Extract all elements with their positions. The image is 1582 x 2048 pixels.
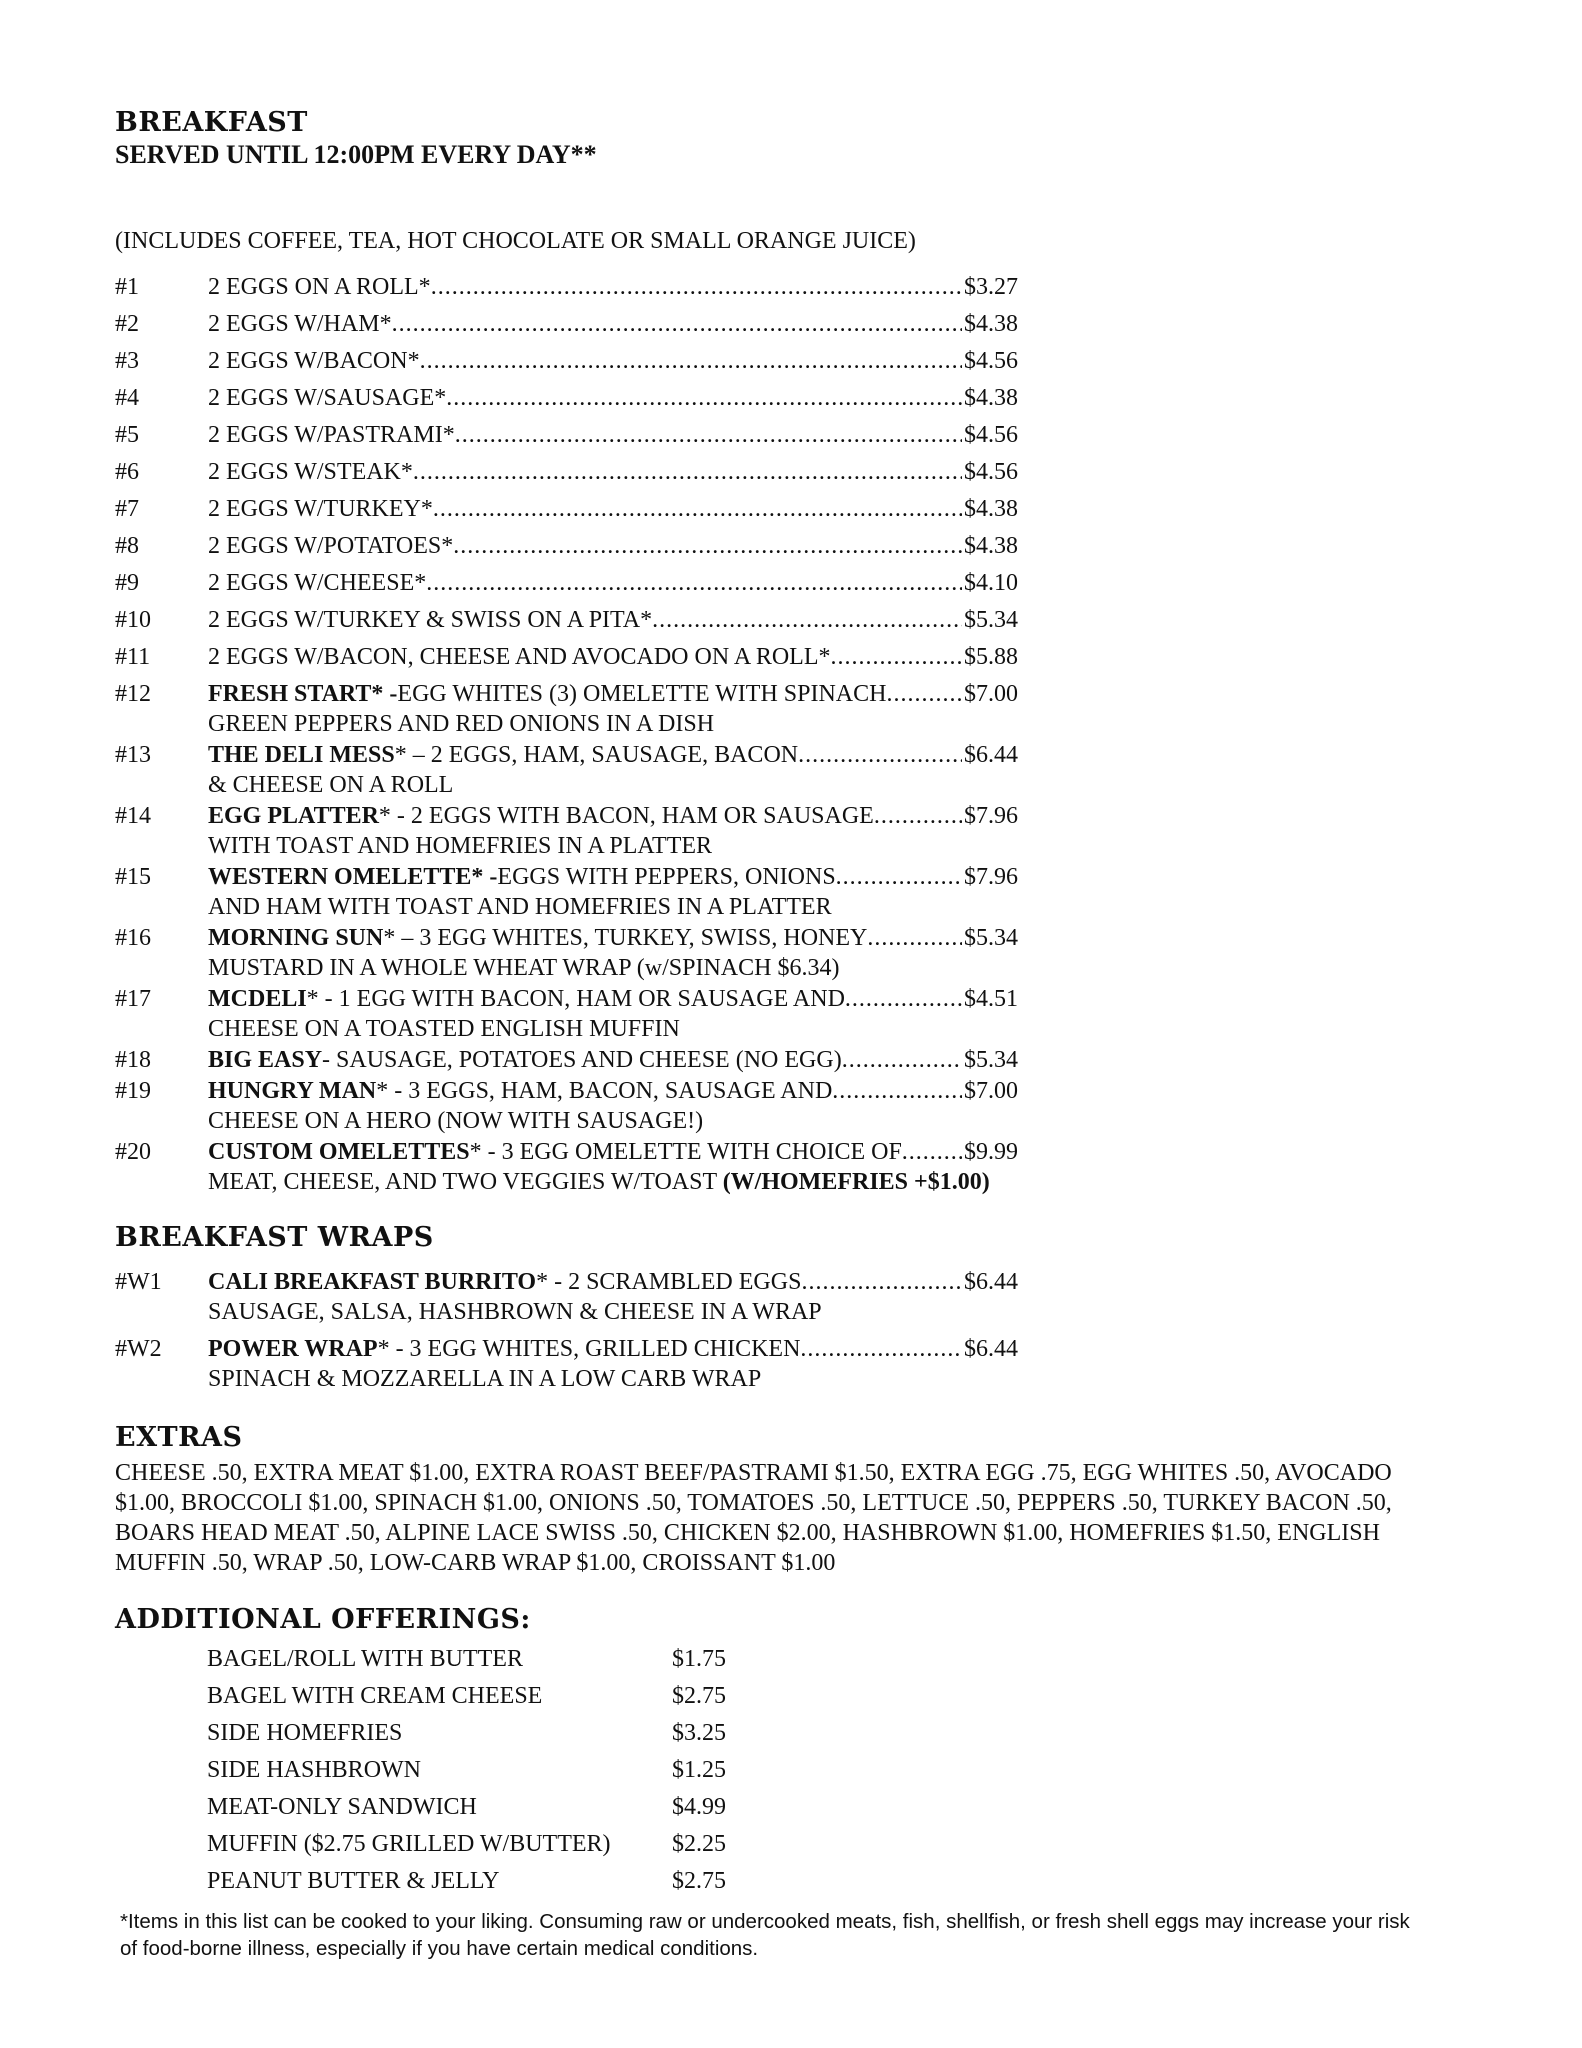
item-first-line	[208, 309, 1018, 339]
menu-item-row	[115, 862, 1215, 922]
item-first-line	[208, 923, 1018, 953]
item-second-line	[208, 1364, 1028, 1394]
offering-name: PEANUT BUTTER & JELLY	[207, 1868, 500, 1894]
item-text-continued: GREEN PEPPERS AND RED ONIONS IN A DISH	[208, 711, 715, 737]
menu-item-row	[115, 679, 1215, 739]
item-text-continued: AND HAM WITH TOAST AND HOMEFRIES IN A PLATTER	[208, 894, 832, 920]
dot-leader	[845, 984, 962, 1014]
item-text-continued: CHEESE ON A HERO (NOW WITH SAUSAGE!)	[208, 1108, 704, 1134]
item-price: $5.88	[964, 644, 1018, 670]
item-text-continued: & CHEESE ON A ROLL	[208, 772, 454, 798]
item-price: $6.44	[964, 1336, 1018, 1362]
menu-item-row	[115, 531, 1215, 561]
item-price: $6.44	[964, 742, 1018, 768]
page-title: BREAKFAST	[115, 107, 308, 138]
served-until-note: SERVED UNTIL 12:00PM EVERY DAY**	[115, 139, 597, 169]
item-price: $4.38	[964, 311, 1018, 337]
item-description	[208, 605, 1028, 635]
item-second-line	[208, 1106, 1028, 1136]
item-first-line	[208, 1137, 1018, 1167]
item-price: $5.34	[964, 1047, 1018, 1073]
item-description	[208, 383, 1028, 413]
item-text: 2 EGGS W/POTATOES*	[208, 533, 454, 559]
item-name: MORNING SUN	[208, 925, 384, 951]
offering-row	[207, 1715, 792, 1752]
item-number: #17	[115, 986, 151, 1012]
item-price: $7.96	[964, 803, 1018, 829]
item-first-line	[208, 1076, 1018, 1106]
item-description	[208, 1076, 1028, 1136]
item-text: - SAUSAGE, POTATOES AND CHEESE (NO EGG)	[322, 1047, 842, 1073]
item-number: #16	[115, 925, 151, 951]
item-text: 2 EGGS W/TURKEY & SWISS ON A PITA*	[208, 607, 653, 633]
dot-leader	[798, 740, 962, 770]
item-second-line	[208, 1014, 1028, 1044]
offering-row	[207, 1863, 792, 1900]
item-name: FRESH START* -	[208, 681, 398, 707]
item-text: * – 2 EGGS, HAM, SAUSAGE, BACON	[394, 742, 799, 768]
item-name: POWER WRAP	[208, 1336, 378, 1362]
dot-leader	[886, 679, 962, 709]
menu-item-row	[115, 1334, 1215, 1394]
menu-item-row	[115, 457, 1215, 487]
item-number: #5	[115, 422, 139, 448]
item-text: 2 EGGS W/SAUSAGE*	[208, 385, 447, 411]
dot-leader	[832, 1076, 962, 1106]
menu-item-row	[115, 568, 1215, 598]
item-price: $4.38	[964, 496, 1018, 522]
item-text: EGGS WITH PEPPERS, ONIONS	[497, 864, 836, 890]
item-price: $4.38	[964, 385, 1018, 411]
item-first-line	[208, 531, 1018, 561]
includes-note: (INCLUDES COFFEE, TEA, HOT CHOCOLATE OR SMALL ORANGE JUICE)	[115, 228, 916, 254]
dot-leader	[413, 457, 962, 487]
item-text-continued: SAUSAGE, SALSA, HASHBROWN & CHEESE IN A WRAP	[208, 1299, 822, 1325]
item-name: THE DELI MESS	[208, 742, 395, 768]
item-description	[208, 862, 1028, 922]
item-price: $7.00	[964, 1078, 1018, 1104]
item-description	[208, 494, 1028, 524]
item-number: #15	[115, 864, 151, 890]
menu-item-row	[115, 309, 1215, 339]
item-price: $6.44	[964, 1269, 1018, 1295]
extras-title: EXTRAS	[115, 1422, 243, 1453]
dot-leader	[874, 801, 962, 831]
offering-price: $2.75	[672, 1683, 726, 1709]
item-description	[208, 984, 1028, 1044]
item-number: #W1	[115, 1269, 162, 1295]
menu-item-row	[115, 494, 1215, 524]
item-name: CALI BREAKFAST BURRITO	[208, 1269, 537, 1295]
menu-item-row	[115, 984, 1215, 1044]
menu-item-row	[115, 1267, 1215, 1327]
item-number: #20	[115, 1139, 151, 1165]
item-description	[208, 346, 1028, 376]
item-text: * - 1 EGG WITH BACON, HAM OR SAUSAGE AND	[306, 986, 845, 1012]
offering-row	[207, 1752, 792, 1789]
dot-leader	[455, 420, 962, 450]
item-text: * – 3 EGG WHITES, TURKEY, SWISS, HONEY	[383, 925, 868, 951]
item-first-line	[208, 862, 1018, 892]
item-price: $5.34	[964, 925, 1018, 951]
item-number: #7	[115, 496, 139, 522]
item-text: * - 3 EGG OMELETTE WITH CHOICE OF	[469, 1139, 902, 1165]
item-text-continued: MEAT, CHEESE, AND TWO VEGGIES W/TOAST	[208, 1169, 723, 1195]
item-number: #19	[115, 1078, 151, 1104]
item-number: #W2	[115, 1336, 162, 1362]
item-text-continued: MUSTARD IN A WHOLE WHEAT WRAP (w/SPINACH $6.34)	[208, 955, 840, 981]
offering-row	[207, 1641, 792, 1678]
item-number: #18	[115, 1047, 151, 1073]
menu-item-row	[115, 383, 1215, 413]
dot-leader	[831, 642, 963, 672]
menu-item-row	[115, 740, 1215, 800]
item-description	[208, 642, 1028, 672]
dot-leader	[433, 494, 962, 524]
item-first-line	[208, 740, 1018, 770]
item-number: #4	[115, 385, 139, 411]
offering-name: MEAT-ONLY SANDWICH	[207, 1794, 477, 1820]
item-price: $5.34	[964, 607, 1018, 633]
item-first-line	[208, 420, 1018, 450]
menu-item-row	[115, 642, 1215, 672]
extras-list: CHEESE .50, EXTRA MEAT $1.00, EXTRA ROAST BEEF/PASTRAMI $1.50, EXTRA EGG .75, EGG WHITES .50, AVOCADO $1.00, BROCCOLI $1.00, SPINACH $1.00, ONIONS .50, TOMATOES .50, LETTUCE .50, PEPPERS .50, TURKEY BACON .50, BOARS HEAD MEAT .50, ALPINE LACE SWISS .50, CHICKEN $2.00, HASHBROWN $1.00, HOMEFRIES $1.50, ENGLISH MUFFIN .50, WRAP .50, LOW-CARB WRAP $1.00, CROISSANT $1.00	[115, 1460, 1392, 1576]
offering-price: $3.25	[672, 1720, 726, 1746]
item-name: HUNGRY MAN	[208, 1078, 377, 1104]
item-text: * - 2 SCRAMBLED EGGS	[536, 1269, 802, 1295]
item-description	[208, 801, 1028, 861]
item-first-line	[208, 457, 1018, 487]
item-second-line	[208, 1167, 1028, 1197]
item-price: $4.38	[964, 533, 1018, 559]
offering-row	[207, 1789, 792, 1826]
item-number: #3	[115, 348, 139, 374]
item-price: $4.10	[964, 570, 1018, 596]
offering-price: $2.75	[672, 1868, 726, 1894]
item-first-line	[208, 1045, 1018, 1075]
item-price: $4.56	[964, 422, 1018, 448]
dot-leader	[836, 862, 962, 892]
item-text: 2 EGGS W/HAM*	[208, 311, 392, 337]
item-name: CUSTOM OMELETTES	[208, 1139, 470, 1165]
item-text: 2 EGGS W/CHEESE*	[208, 570, 427, 596]
item-price: $9.99	[964, 1139, 1018, 1165]
item-price: $7.96	[964, 864, 1018, 890]
item-name: EGG PLATTER	[208, 803, 379, 829]
item-text: * - 3 EGG WHITES, GRILLED CHICKEN	[377, 1336, 801, 1362]
additional-offerings-list	[207, 1641, 792, 1900]
dot-leader	[842, 1045, 962, 1075]
item-name: BIG EASY	[208, 1047, 323, 1073]
item-text: * - 3 EGGS, HAM, BACON, SAUSAGE AND	[376, 1078, 833, 1104]
dot-leader	[453, 531, 962, 561]
breakfast-header	[115, 108, 597, 170]
item-text: 2 EGGS ON A ROLL*	[208, 274, 431, 300]
item-number: #10	[115, 607, 151, 633]
footnote: *Items in this list can be cooked to your liking. Consuming raw or undercooked meats, fish, shellfish, or fresh shell eggs may increase your risk of food-borne illness, especially if you have certain medical conditions.	[120, 1910, 1410, 1960]
dot-leader	[426, 568, 962, 598]
item-number: #14	[115, 803, 151, 829]
item-text: 2 EGGS W/STEAK*	[208, 459, 413, 485]
item-first-line	[208, 494, 1018, 524]
item-number: #6	[115, 459, 139, 485]
item-first-line	[208, 346, 1018, 376]
item-text: * - 2 EGGS WITH BACON, HAM OR SAUSAGE	[378, 803, 874, 829]
item-first-line	[208, 801, 1018, 831]
item-second-line	[208, 953, 1028, 983]
menu-item-row	[115, 923, 1215, 983]
item-description	[208, 1267, 1028, 1327]
item-first-line	[208, 383, 1018, 413]
item-number: #13	[115, 742, 151, 768]
item-description	[208, 309, 1028, 339]
offering-price: $1.25	[672, 1757, 726, 1783]
item-description	[208, 1137, 1028, 1197]
item-description	[208, 531, 1028, 561]
menu-item-row	[115, 1076, 1215, 1136]
additional-offerings-title: ADDITIONAL OFFERINGS:	[115, 1604, 531, 1635]
item-text: 2 EGGS W/BACON*	[208, 348, 420, 374]
item-first-line	[208, 605, 1018, 635]
menu-item-row	[115, 346, 1215, 376]
item-text: 2 EGGS W/TURKEY*	[208, 496, 433, 522]
item-text-continued: CHEESE ON A TOASTED ENGLISH MUFFIN	[208, 1016, 680, 1042]
dot-leader	[446, 383, 962, 413]
dot-leader	[902, 1137, 962, 1167]
dot-leader	[392, 309, 962, 339]
item-text: 2 EGGS W/PASTRAMI*	[208, 422, 455, 448]
item-first-line	[208, 568, 1018, 598]
item-second-line	[208, 709, 1028, 739]
offering-name: MUFFIN ($2.75 GRILLED W/BUTTER)	[207, 1831, 611, 1857]
item-text-continued: WITH TOAST AND HOMEFRIES IN A PLATTER	[208, 833, 713, 859]
item-second-line	[208, 831, 1028, 861]
item-number: #8	[115, 533, 139, 559]
menu-item-row	[115, 1045, 1215, 1075]
offering-name: SIDE HASHBROWN	[207, 1757, 422, 1783]
offering-price: $1.75	[672, 1646, 726, 1672]
dot-leader	[800, 1334, 962, 1364]
offering-name: BAGEL WITH CREAM CHEESE	[207, 1683, 543, 1709]
item-first-line	[208, 642, 1018, 672]
item-upcharge: (W/HOMEFRIES +$1.00)	[722, 1169, 990, 1195]
offering-price: $4.99	[672, 1794, 726, 1820]
menu-item-row	[115, 801, 1215, 861]
dot-leader	[431, 272, 962, 302]
menu-item-row	[115, 420, 1215, 450]
dot-leader	[801, 1267, 962, 1297]
dot-leader	[420, 346, 962, 376]
item-number: #2	[115, 311, 139, 337]
menu-item-row	[115, 1137, 1215, 1197]
item-second-line	[208, 1297, 1028, 1327]
item-description	[208, 272, 1028, 302]
item-text-continued: SPINACH & MOZZARELLA IN A LOW CARB WRAP	[208, 1366, 762, 1392]
offering-name: BAGEL/ROLL WITH BUTTER	[207, 1646, 523, 1672]
offering-name: SIDE HOMEFRIES	[207, 1720, 403, 1746]
item-price: $7.00	[964, 681, 1018, 707]
item-description	[208, 679, 1028, 739]
offering-row	[207, 1678, 792, 1715]
dot-leader	[652, 605, 962, 635]
item-description	[208, 740, 1028, 800]
item-name: MCDELI	[208, 986, 307, 1012]
menu-item-row	[115, 605, 1215, 635]
item-number: #9	[115, 570, 139, 596]
item-description	[208, 1045, 1028, 1075]
item-first-line	[208, 984, 1018, 1014]
menu-item-row	[115, 272, 1215, 302]
item-name: WESTERN OMELETTE* -	[208, 864, 498, 890]
item-price: $4.56	[964, 459, 1018, 485]
dot-leader	[867, 923, 962, 953]
item-first-line	[208, 1267, 1018, 1297]
item-second-line	[208, 770, 1028, 800]
item-description	[208, 568, 1028, 598]
item-second-line	[208, 892, 1028, 922]
item-price: $4.51	[964, 986, 1018, 1012]
item-first-line	[208, 679, 1018, 709]
item-number: #1	[115, 274, 139, 300]
item-first-line	[208, 272, 1018, 302]
item-first-line	[208, 1334, 1018, 1364]
item-number: #11	[115, 644, 151, 670]
wraps-title: BREAKFAST WRAPS	[115, 1222, 434, 1253]
item-description	[208, 420, 1028, 450]
item-price: $3.27	[964, 274, 1018, 300]
item-text: 2 EGGS W/BACON, CHEESE AND AVOCADO ON A ROLL*	[208, 644, 831, 670]
item-description	[208, 923, 1028, 983]
item-text: EGG WHITES (3) OMELETTE WITH SPINACH	[397, 681, 887, 707]
item-number: #12	[115, 681, 151, 707]
item-description	[208, 1334, 1028, 1394]
item-price: $4.56	[964, 348, 1018, 374]
offering-price: $2.25	[672, 1831, 726, 1857]
offering-row	[207, 1826, 792, 1863]
item-description	[208, 457, 1028, 487]
